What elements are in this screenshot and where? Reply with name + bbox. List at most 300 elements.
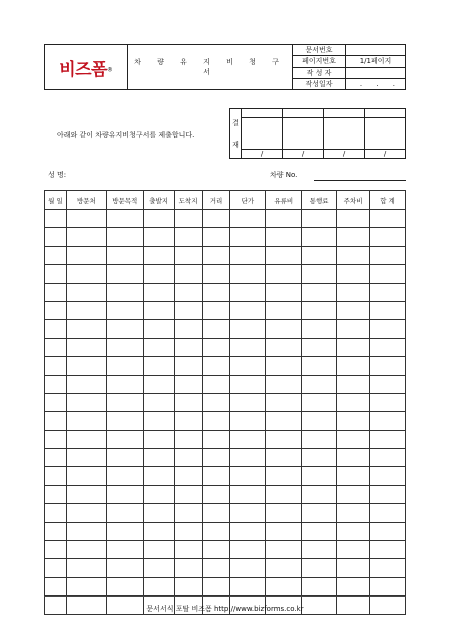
table-cell[interactable] (143, 577, 174, 595)
table-cell[interactable] (302, 412, 337, 430)
table-cell[interactable] (337, 228, 370, 246)
table-cell[interactable] (337, 412, 370, 430)
table-cell[interactable] (202, 449, 230, 467)
table-cell[interactable] (337, 541, 370, 559)
table-cell[interactable] (337, 430, 370, 448)
table-cell[interactable] (230, 338, 266, 356)
table-cell[interactable] (45, 338, 67, 356)
table-cell[interactable] (337, 357, 370, 375)
table-cell[interactable] (266, 522, 302, 540)
table-cell[interactable] (174, 430, 202, 448)
table-cell[interactable] (337, 449, 370, 467)
logo-text: 비즈폼 (59, 59, 107, 80)
table-cell[interactable] (106, 541, 143, 559)
table-cell[interactable] (174, 541, 202, 559)
table-cell[interactable] (202, 485, 230, 503)
table-cell[interactable] (106, 467, 143, 485)
table-cell[interactable] (370, 357, 406, 375)
table-cell[interactable] (66, 265, 106, 283)
table-cell[interactable] (66, 522, 106, 540)
table-cell[interactable] (266, 485, 302, 503)
table-cell[interactable] (302, 393, 337, 411)
table-cell[interactable] (302, 522, 337, 540)
registered-mark: ® (106, 67, 113, 74)
column-header: 월 일 (45, 191, 67, 210)
table-cell[interactable] (174, 228, 202, 246)
meta-value-page-no: 1/1페이지 (346, 56, 406, 67)
footer-text: 문서서식 포탈 비즈폼 http://www.bizforms.co.kr (146, 605, 304, 613)
table-cell[interactable] (230, 246, 266, 264)
meta-label-doc-no: 문서번호 (293, 45, 346, 56)
table-cell[interactable] (106, 430, 143, 448)
table-cell[interactable] (337, 522, 370, 540)
table-cell[interactable] (266, 301, 302, 319)
table-cell[interactable] (370, 467, 406, 485)
table-cell[interactable] (302, 375, 337, 393)
table-cell[interactable] (230, 467, 266, 485)
table-row (45, 246, 406, 264)
table-cell[interactable] (45, 467, 67, 485)
column-header: 출발지 (143, 191, 174, 210)
table-cell[interactable] (106, 246, 143, 264)
table-cell[interactable] (230, 504, 266, 522)
table-cell[interactable] (66, 485, 106, 503)
document-header (44, 44, 406, 90)
table-cell[interactable] (174, 338, 202, 356)
table-cell[interactable] (106, 301, 143, 319)
table-cell[interactable] (106, 559, 143, 577)
table-cell[interactable] (202, 228, 230, 246)
approval-date-cell: / (283, 150, 324, 159)
table-cell[interactable] (66, 393, 106, 411)
table-cell[interactable] (106, 338, 143, 356)
table-cell[interactable] (202, 338, 230, 356)
table-cell[interactable] (106, 577, 143, 595)
table-cell[interactable] (202, 265, 230, 283)
logo (45, 45, 128, 90)
column-header: 방문처 (66, 191, 106, 210)
table-cell[interactable] (45, 449, 67, 467)
table-cell[interactable] (370, 301, 406, 319)
table-cell[interactable] (66, 283, 106, 301)
table-cell[interactable] (302, 485, 337, 503)
table-cell[interactable] (266, 228, 302, 246)
approval-date-cell: / (242, 150, 283, 159)
table-cell[interactable] (143, 320, 174, 338)
table-cell[interactable] (202, 430, 230, 448)
table-row (45, 485, 406, 503)
approval-sign-cell (242, 118, 283, 150)
table-cell[interactable] (174, 504, 202, 522)
table-cell[interactable] (45, 283, 67, 301)
table-row (45, 228, 406, 246)
table-cell[interactable] (266, 246, 302, 264)
table-cell[interactable] (230, 577, 266, 595)
table-cell[interactable] (106, 522, 143, 540)
table-cell[interactable] (143, 430, 174, 448)
table-row (45, 467, 406, 485)
table-cell[interactable] (302, 541, 337, 559)
table-cell[interactable] (302, 320, 337, 338)
table-cell[interactable] (45, 301, 67, 319)
approval-title-cell (324, 109, 365, 118)
table-cell[interactable] (66, 559, 106, 577)
table-cell[interactable] (45, 485, 67, 503)
table-cell[interactable] (45, 246, 67, 264)
table-cell[interactable] (266, 357, 302, 375)
table-cell[interactable] (174, 449, 202, 467)
table-cell[interactable] (302, 246, 337, 264)
table-cell[interactable] (370, 375, 406, 393)
table-cell[interactable] (230, 265, 266, 283)
car-number-label: 차량 No. (270, 171, 298, 179)
table-cell[interactable] (143, 301, 174, 319)
table-cell[interactable] (370, 449, 406, 467)
table-cell[interactable] (45, 577, 67, 595)
table-cell[interactable] (302, 265, 337, 283)
table-cell[interactable] (230, 301, 266, 319)
table-row (45, 559, 406, 577)
table-cell[interactable] (66, 338, 106, 356)
table-cell[interactable] (370, 541, 406, 559)
table-cell[interactable] (45, 357, 67, 375)
table-cell[interactable] (230, 412, 266, 430)
table-cell[interactable] (174, 577, 202, 595)
table-cell[interactable] (302, 577, 337, 595)
table-cell[interactable] (370, 265, 406, 283)
table-cell[interactable] (337, 265, 370, 283)
table-row (45, 283, 406, 301)
approval-sign-cell (324, 118, 365, 150)
approval-date-cell: / (365, 150, 406, 159)
table-cell[interactable] (45, 559, 67, 577)
table-cell[interactable] (337, 246, 370, 264)
table-cell[interactable] (174, 522, 202, 540)
table-cell[interactable] (266, 375, 302, 393)
approval-side-bottom: 재 (232, 140, 239, 149)
table-cell[interactable] (202, 283, 230, 301)
table-cell[interactable] (202, 522, 230, 540)
table-cell[interactable] (230, 559, 266, 577)
table-cell[interactable] (337, 577, 370, 595)
table-cell[interactable] (202, 467, 230, 485)
table-cell[interactable] (143, 357, 174, 375)
approval-box (229, 108, 406, 159)
table-cell[interactable] (174, 265, 202, 283)
table-row (45, 412, 406, 430)
table-cell[interactable] (106, 357, 143, 375)
table-cell[interactable] (45, 228, 67, 246)
table-cell[interactable] (106, 283, 143, 301)
table-cell[interactable] (202, 357, 230, 375)
table-cell[interactable] (370, 504, 406, 522)
table-cell[interactable] (337, 283, 370, 301)
table-cell[interactable] (337, 338, 370, 356)
table-cell[interactable] (143, 246, 174, 264)
table-cell[interactable] (302, 228, 337, 246)
table-cell[interactable] (202, 541, 230, 559)
table-cell[interactable] (202, 412, 230, 430)
table-cell[interactable] (302, 559, 337, 577)
table-cell[interactable] (230, 541, 266, 559)
table-cell[interactable] (174, 485, 202, 503)
table-cell[interactable] (143, 210, 174, 228)
table-cell[interactable] (266, 577, 302, 595)
table-cell[interactable] (266, 393, 302, 411)
table-cell[interactable] (230, 210, 266, 228)
table-cell[interactable] (66, 228, 106, 246)
table-cell[interactable] (143, 485, 174, 503)
table-cell[interactable] (45, 412, 67, 430)
approval-side-label (230, 109, 242, 159)
table-cell[interactable] (202, 504, 230, 522)
table-cell[interactable] (202, 246, 230, 264)
table-cell[interactable] (66, 412, 106, 430)
column-header: 주차비 (337, 191, 370, 210)
table-cell[interactable] (45, 522, 67, 540)
table-cell[interactable] (174, 375, 202, 393)
approval-date-cell: / (324, 150, 365, 159)
meta-label-page-no: 페이지번호 (293, 56, 346, 67)
approval-title-cell (283, 109, 324, 118)
approval-sign-cell (283, 118, 324, 150)
table-cell[interactable] (174, 320, 202, 338)
table-cell[interactable] (370, 283, 406, 301)
table-cell[interactable] (266, 412, 302, 430)
page-title: 차 량 유 지 비 청 구 서 (128, 45, 293, 90)
column-header: 합 계 (370, 191, 406, 210)
table-cell[interactable] (370, 522, 406, 540)
meta-label-date: 작성일자 (293, 78, 346, 89)
table-cell[interactable] (66, 467, 106, 485)
table-row (45, 338, 406, 356)
table-cell[interactable] (202, 577, 230, 595)
table-cell[interactable] (174, 246, 202, 264)
table-cell[interactable] (106, 449, 143, 467)
table-cell[interactable] (174, 467, 202, 485)
table-cell[interactable] (143, 504, 174, 522)
table-row (45, 577, 406, 595)
table-cell[interactable] (202, 559, 230, 577)
table-cell[interactable] (230, 393, 266, 411)
table-row (45, 522, 406, 540)
table-cell[interactable] (302, 357, 337, 375)
table-cell[interactable] (66, 357, 106, 375)
table-cell[interactable] (66, 320, 106, 338)
table-cell[interactable] (266, 504, 302, 522)
table-cell[interactable] (302, 449, 337, 467)
table-cell[interactable] (143, 522, 174, 540)
table-cell[interactable] (66, 301, 106, 319)
table-cell[interactable] (45, 375, 67, 393)
table-cell[interactable] (230, 375, 266, 393)
name-label: 성 명: (48, 171, 67, 179)
table-body (45, 210, 406, 615)
table-cell[interactable] (230, 228, 266, 246)
table-cell[interactable] (143, 393, 174, 411)
table-cell[interactable] (337, 320, 370, 338)
table-row (45, 393, 406, 411)
table-cell[interactable] (174, 283, 202, 301)
table-cell[interactable] (174, 210, 202, 228)
approval-sign-cell (365, 118, 406, 150)
meta-value-author (346, 67, 406, 78)
table-cell[interactable] (370, 393, 406, 411)
meta-label-author: 작 성 자 (293, 67, 346, 78)
table-cell[interactable] (302, 467, 337, 485)
table-cell[interactable] (106, 210, 143, 228)
table-cell[interactable] (174, 412, 202, 430)
table-cell[interactable] (106, 228, 143, 246)
table-cell[interactable] (230, 430, 266, 448)
table-cell[interactable] (174, 559, 202, 577)
table-cell[interactable] (370, 577, 406, 595)
table-cell[interactable] (302, 301, 337, 319)
car-number-underline (314, 180, 406, 181)
table-cell[interactable] (45, 430, 67, 448)
table-cell[interactable] (337, 485, 370, 503)
table-cell[interactable] (266, 338, 302, 356)
table-cell[interactable] (370, 246, 406, 264)
table-cell[interactable] (266, 430, 302, 448)
table-cell[interactable] (302, 504, 337, 522)
table-cell[interactable] (337, 210, 370, 228)
table-cell[interactable] (106, 320, 143, 338)
table-cell[interactable] (143, 283, 174, 301)
table-row (45, 265, 406, 283)
table-cell[interactable] (202, 320, 230, 338)
table-row (45, 210, 406, 228)
approval-title-cell (242, 109, 283, 118)
table-cell[interactable] (266, 210, 302, 228)
table-cell[interactable] (66, 577, 106, 595)
table-cell[interactable] (174, 357, 202, 375)
table-cell[interactable] (370, 559, 406, 577)
column-header: 도착지 (174, 191, 202, 210)
table-cell[interactable] (106, 375, 143, 393)
table-cell[interactable] (230, 522, 266, 540)
meta-value-doc-no (346, 45, 406, 56)
table-cell[interactable] (302, 210, 337, 228)
table-row (45, 320, 406, 338)
table-cell[interactable] (174, 393, 202, 411)
approval-title-cell (365, 109, 406, 118)
table-cell[interactable] (45, 541, 67, 559)
table-cell[interactable] (230, 357, 266, 375)
table-cell[interactable] (45, 265, 67, 283)
column-header: 방문목적 (106, 191, 143, 210)
table-cell[interactable] (174, 301, 202, 319)
table-cell[interactable] (143, 375, 174, 393)
table-cell[interactable] (143, 412, 174, 430)
column-header: 단가 (230, 191, 266, 210)
table-cell[interactable] (230, 283, 266, 301)
table-cell[interactable] (370, 210, 406, 228)
intro-text: 아래와 같이 차량유지비청구서를 제출합니다. (57, 131, 195, 139)
table-cell[interactable] (266, 320, 302, 338)
table-cell[interactable] (45, 504, 67, 522)
table-cell[interactable] (66, 449, 106, 467)
table-header-row (45, 191, 406, 210)
table-cell[interactable] (143, 467, 174, 485)
table-cell[interactable] (266, 559, 302, 577)
table-cell[interactable] (370, 338, 406, 356)
table-cell[interactable] (337, 375, 370, 393)
table-cell[interactable] (143, 265, 174, 283)
table-cell[interactable] (45, 393, 67, 411)
table-row (45, 357, 406, 375)
table-cell[interactable] (106, 504, 143, 522)
footer-divider (44, 596, 406, 597)
table-row (45, 430, 406, 448)
table-cell[interactable] (302, 338, 337, 356)
table-cell[interactable] (202, 393, 230, 411)
table-cell[interactable] (337, 467, 370, 485)
table-cell[interactable] (202, 375, 230, 393)
table-cell[interactable] (106, 265, 143, 283)
table-cell[interactable] (143, 559, 174, 577)
column-header: 거리 (202, 191, 230, 210)
expense-table (44, 190, 406, 615)
table-row (45, 375, 406, 393)
table-cell[interactable] (66, 541, 106, 559)
table-row (45, 504, 406, 522)
table-cell[interactable] (45, 210, 67, 228)
table-cell[interactable] (106, 393, 143, 411)
table-cell[interactable] (45, 320, 67, 338)
table-cell[interactable] (370, 430, 406, 448)
table-cell[interactable] (143, 228, 174, 246)
table-cell[interactable] (266, 467, 302, 485)
table-cell[interactable] (66, 210, 106, 228)
table-row (45, 301, 406, 319)
table-cell[interactable] (106, 412, 143, 430)
table-cell[interactable] (370, 485, 406, 503)
table-cell[interactable] (266, 541, 302, 559)
table-cell[interactable] (337, 301, 370, 319)
table-cell[interactable] (202, 210, 230, 228)
table-cell[interactable] (337, 559, 370, 577)
table-cell[interactable] (266, 449, 302, 467)
table-cell[interactable] (143, 541, 174, 559)
table-cell[interactable] (230, 449, 266, 467)
table-cell[interactable] (202, 301, 230, 319)
table-cell[interactable] (266, 265, 302, 283)
table-cell[interactable] (106, 485, 143, 503)
table-cell[interactable] (370, 228, 406, 246)
column-header: 통행료 (302, 191, 337, 210)
table-cell[interactable] (143, 449, 174, 467)
table-cell[interactable] (302, 283, 337, 301)
table-cell[interactable] (66, 246, 106, 264)
table-cell[interactable] (66, 430, 106, 448)
table-cell[interactable] (266, 283, 302, 301)
table-cell[interactable] (370, 320, 406, 338)
table-cell[interactable] (337, 504, 370, 522)
table-cell[interactable] (302, 430, 337, 448)
table-cell[interactable] (66, 375, 106, 393)
table-cell[interactable] (370, 412, 406, 430)
table-cell[interactable] (66, 504, 106, 522)
table-cell[interactable] (337, 393, 370, 411)
table-cell[interactable] (143, 338, 174, 356)
table-cell[interactable] (230, 320, 266, 338)
table-cell[interactable] (230, 485, 266, 503)
table-row (45, 449, 406, 467)
approval-side-top: 결 (232, 118, 239, 127)
meta-value-date: . . . (346, 78, 406, 89)
column-header: 유류비 (266, 191, 302, 210)
